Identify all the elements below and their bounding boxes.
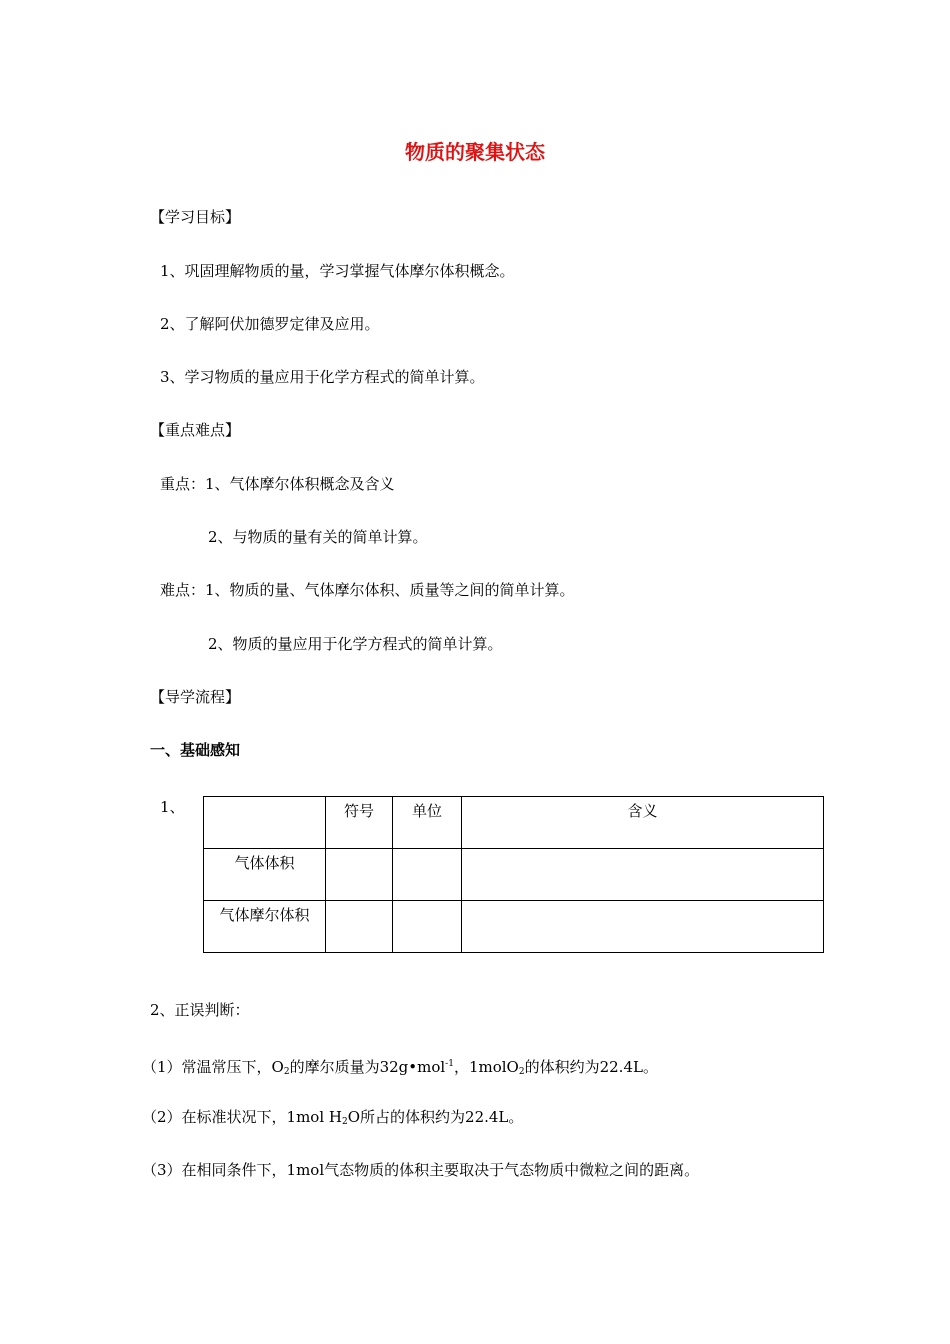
goal-item-3: 3、学习物质的量应用于化学方程式的简单计算。 (160, 368, 485, 386)
table-row (204, 849, 824, 901)
judge-item-3: （3）在相同条件下，1mol气态物质的体积主要取决于气态物质中微粒之间的距离。 (142, 1161, 700, 1179)
key-point-2: 2、与物质的量有关的简单计算。 (208, 528, 428, 546)
judge-1-sup: -1 (445, 1059, 454, 1069)
judge-1-sub-2: 2 (518, 1067, 525, 1077)
table-cell: 气体摩尔体积 (204, 901, 326, 953)
key-point-1: 重点：1、气体摩尔体积概念及含义 (160, 475, 395, 493)
table-header-cell (204, 797, 326, 849)
table-header-cell: 含义 (462, 797, 824, 849)
goals-heading: 【学习目标】 (150, 208, 241, 226)
table-cell (462, 901, 824, 953)
judge-1-text-a: （1）常温常压下，O (142, 1058, 284, 1076)
page-title: 物质的聚集状态 (405, 140, 545, 164)
judge-item-2 (142, 1107, 523, 1132)
question-1-label: 1、 (160, 798, 185, 816)
difficult-point-1: 难点：1、物质的量、气体摩尔体积、质量等之间的简单计算。 (160, 581, 575, 599)
table-cell (393, 901, 462, 953)
table-cell (462, 849, 824, 901)
keypoints-heading: 【重点难点】 (150, 421, 241, 439)
table-header-row (204, 797, 824, 849)
table-cell (326, 849, 393, 901)
judge-2-sub: 2 (342, 1117, 348, 1127)
judge-1-text-c: ，1molO (453, 1058, 519, 1076)
judge-2-text-a: （2）在标准状况下，1mol H (142, 1108, 342, 1126)
table-cell (393, 849, 462, 901)
concept-table (203, 796, 824, 953)
section-heading: 一、基础感知 (150, 741, 241, 759)
table-header-cell: 符号 (326, 797, 393, 849)
table-cell: 气体体积 (204, 849, 326, 901)
question-2-label: 2、正误判断： (150, 1001, 250, 1019)
judge-1-sub-1: 2 (283, 1067, 290, 1077)
judge-1-text-d: 的体积约为22.4L。 (524, 1058, 658, 1076)
judge-2-text-b: O所占的体积约为22.4L。 (347, 1108, 524, 1126)
judge-item-1 (142, 1054, 658, 1082)
judge-1-text-b: 的摩尔质量为32g•mol (289, 1058, 446, 1076)
difficult-point-2: 2、物质的量应用于化学方程式的简单计算。 (208, 635, 503, 653)
goal-item-2: 2、了解阿伏加德罗定律及应用。 (160, 315, 380, 333)
table-header-cell: 单位 (393, 797, 462, 849)
table-cell (326, 901, 393, 953)
goal-item-1: 1、巩固理解物质的量，学习掌握气体摩尔体积概念。 (160, 262, 515, 280)
table-row (204, 901, 824, 953)
flow-heading: 【导学流程】 (150, 688, 241, 706)
